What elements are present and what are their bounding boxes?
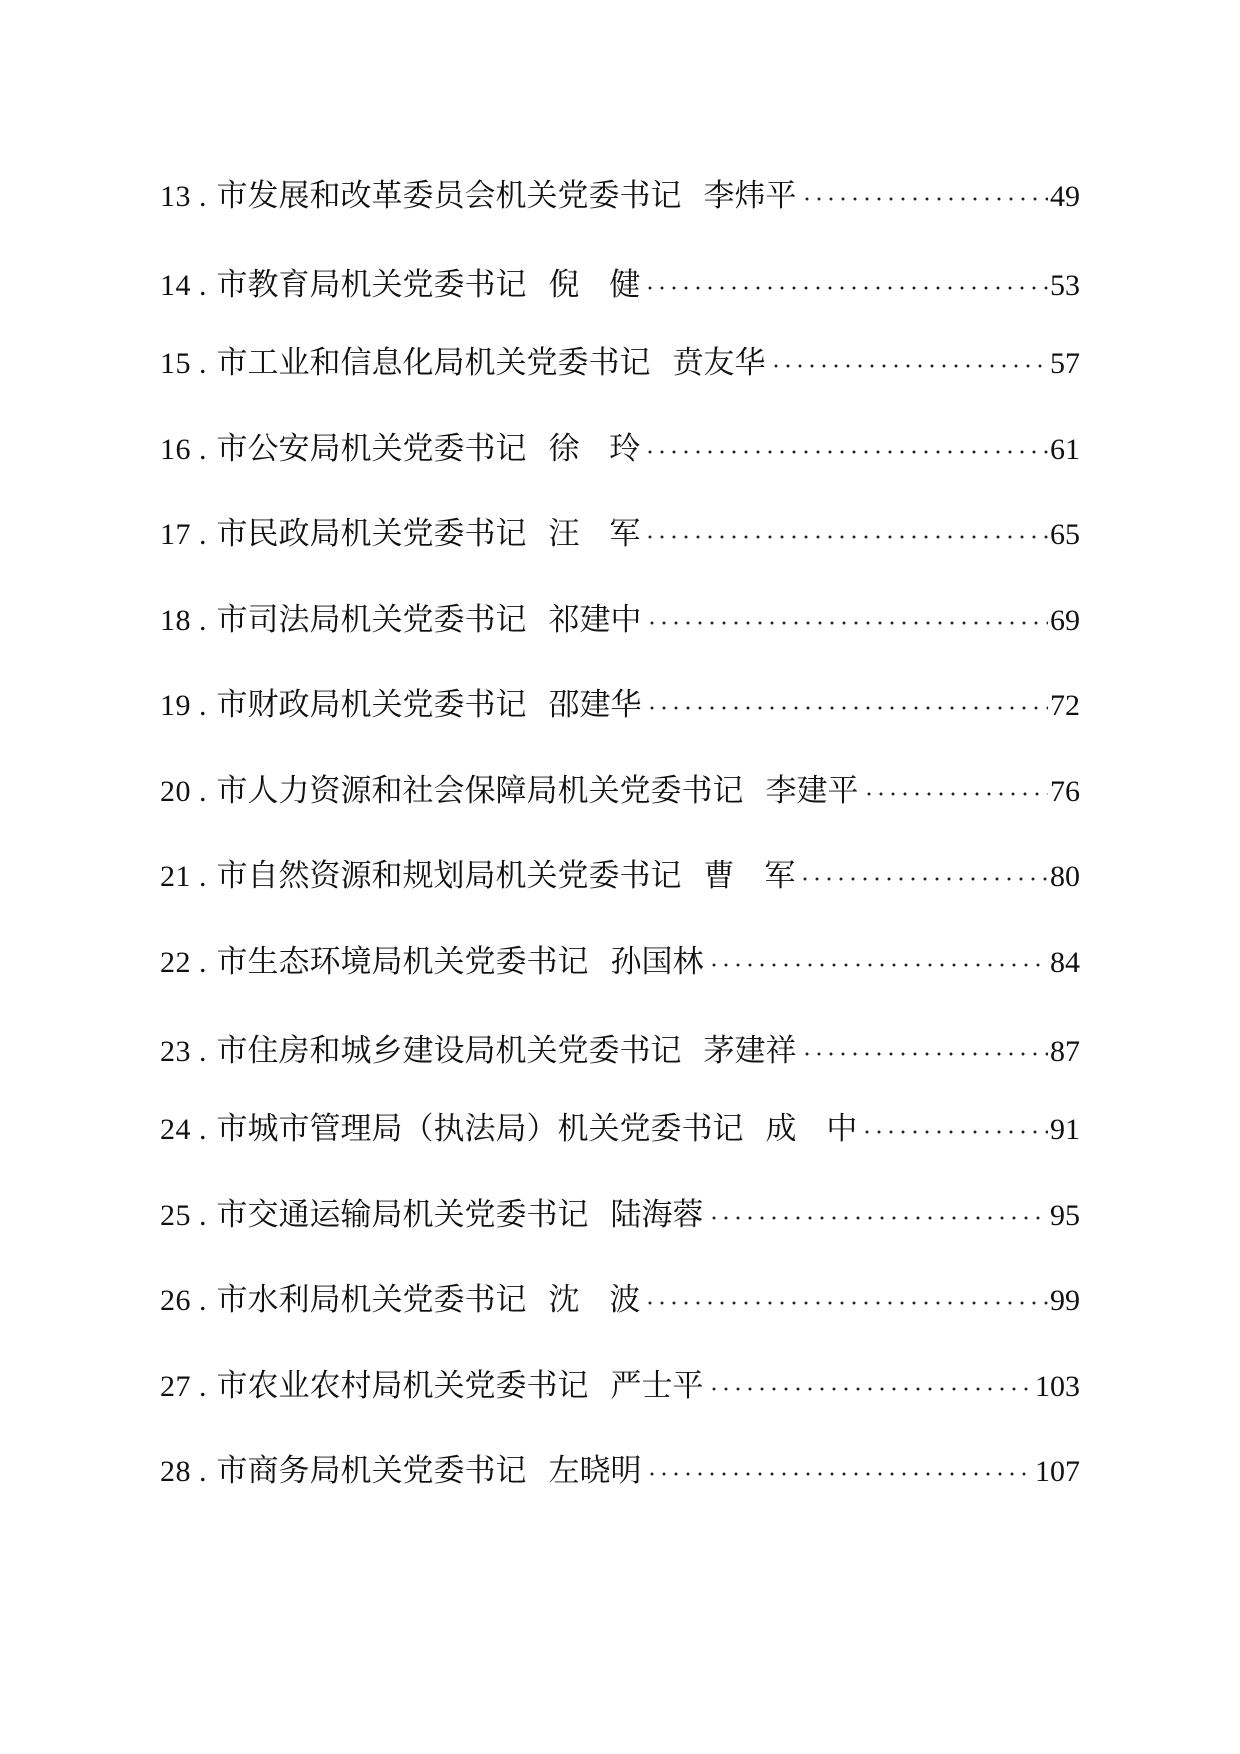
entry-page-number: 57 bbox=[1050, 347, 1080, 380]
entry-title: 市民政局机关党委书记 bbox=[216, 516, 527, 552]
entry-page-number: 69 bbox=[1050, 604, 1080, 637]
entry-page-number: 103 bbox=[1035, 1370, 1080, 1403]
dot-leader bbox=[644, 286, 1048, 290]
entry-page-number: 87 bbox=[1050, 1035, 1080, 1068]
entry-number: 21 bbox=[160, 860, 191, 893]
entry-person-name: 贲友华 bbox=[672, 345, 766, 381]
entry-person-name: 严士平 bbox=[610, 1368, 704, 1404]
entry-person-name: 李炜平 bbox=[703, 178, 797, 214]
toc-entry[interactable] bbox=[160, 1107, 1080, 1151]
entry-number: 28 bbox=[160, 1455, 191, 1488]
entry-number-dot: . bbox=[199, 1035, 207, 1068]
toc-entry[interactable] bbox=[160, 598, 1080, 642]
entry-number-dot: . bbox=[199, 518, 207, 551]
dot-leader bbox=[708, 1216, 1049, 1220]
entry-number-dot: . bbox=[199, 689, 207, 722]
toc-entry[interactable] bbox=[160, 1029, 1080, 1073]
dot-leader bbox=[801, 1052, 1049, 1056]
entry-page-number: 91 bbox=[1050, 1113, 1080, 1146]
entry-number: 20 bbox=[160, 775, 191, 808]
entry-number: 17 bbox=[160, 518, 191, 551]
dot-leader bbox=[708, 1387, 1034, 1391]
entry-title: 市司法局机关党委书记 bbox=[216, 602, 527, 638]
toc-entry[interactable] bbox=[160, 1193, 1080, 1237]
entry-person-name: 祁建中 bbox=[548, 602, 642, 638]
entry-page-number: 53 bbox=[1050, 269, 1080, 302]
entry-title: 市生态环境局机关党委书记 bbox=[216, 944, 589, 980]
entry-title: 市自然资源和规划局机关党委书记 bbox=[216, 858, 682, 894]
entry-number-dot: . bbox=[199, 604, 207, 637]
dot-leader bbox=[644, 535, 1048, 539]
entry-page-number: 72 bbox=[1050, 689, 1080, 722]
entry-number-dot: . bbox=[199, 433, 207, 466]
entry-page-number: 65 bbox=[1050, 518, 1080, 551]
entry-number-dot: . bbox=[199, 1455, 207, 1488]
entry-number-dot: . bbox=[199, 1113, 207, 1146]
entry-page-number: 76 bbox=[1050, 775, 1080, 808]
entry-number: 26 bbox=[160, 1284, 191, 1317]
dot-leader bbox=[646, 621, 1049, 625]
entry-number: 16 bbox=[160, 433, 191, 466]
entry-title: 市城市管理局（执法局）机关党委书记 bbox=[216, 1111, 744, 1147]
entry-person-name: 茅建祥 bbox=[703, 1033, 797, 1069]
entry-person-name: 汪 军 bbox=[548, 516, 641, 552]
entry-page-number: 80 bbox=[1050, 860, 1080, 893]
entry-title: 市水利局机关党委书记 bbox=[216, 1282, 527, 1318]
dot-leader bbox=[801, 197, 1049, 201]
entry-person-name: 左晓明 bbox=[548, 1453, 642, 1489]
entry-number-dot: . bbox=[199, 180, 207, 213]
entry-number: 14 bbox=[160, 269, 191, 302]
entry-number: 27 bbox=[160, 1370, 191, 1403]
entry-number-dot: . bbox=[199, 775, 207, 808]
entry-title: 市工业和信息化局机关党委书记 bbox=[216, 345, 651, 381]
entry-person-name: 徐 玲 bbox=[548, 431, 641, 467]
entry-person-name: 陆海蓉 bbox=[610, 1197, 704, 1233]
entry-number-dot: . bbox=[199, 1370, 207, 1403]
dot-leader bbox=[770, 364, 1049, 368]
toc-entry[interactable] bbox=[160, 341, 1080, 385]
entry-page-number: 99 bbox=[1050, 1284, 1080, 1317]
entry-person-name: 邵建华 bbox=[548, 687, 642, 723]
entry-number: 13 bbox=[160, 180, 191, 213]
toc-entry[interactable] bbox=[160, 427, 1080, 471]
entry-person-name: 李建平 bbox=[765, 773, 859, 809]
toc-entry[interactable] bbox=[160, 854, 1080, 898]
toc-entry[interactable] bbox=[160, 683, 1080, 727]
entry-number-dot: . bbox=[199, 1199, 207, 1232]
entry-page-number: 49 bbox=[1050, 180, 1080, 213]
entry-title: 市财政局机关党委书记 bbox=[216, 687, 527, 723]
entry-title: 市公安局机关党委书记 bbox=[216, 431, 527, 467]
entry-title: 市发展和改革委员会机关党委书记 bbox=[216, 178, 682, 214]
entry-number-dot: . bbox=[199, 946, 207, 979]
entry-person-name: 沈 波 bbox=[548, 1282, 641, 1318]
entry-page-number: 61 bbox=[1050, 433, 1080, 466]
entry-title: 市住房和城乡建设局机关党委书记 bbox=[216, 1033, 682, 1069]
entry-number-dot: . bbox=[199, 347, 207, 380]
dot-leader bbox=[799, 877, 1048, 881]
toc-entry[interactable] bbox=[160, 1278, 1080, 1322]
dot-leader bbox=[861, 1130, 1048, 1134]
toc-entry[interactable] bbox=[160, 940, 1080, 984]
toc-entry[interactable] bbox=[160, 769, 1080, 813]
entry-page-number: 107 bbox=[1035, 1455, 1080, 1488]
entry-number-dot: . bbox=[199, 860, 207, 893]
toc-entry[interactable] bbox=[160, 1364, 1080, 1408]
dot-leader bbox=[708, 963, 1049, 967]
toc-entry[interactable] bbox=[160, 174, 1080, 218]
entry-number: 25 bbox=[160, 1199, 191, 1232]
entry-number: 24 bbox=[160, 1113, 191, 1146]
entry-title: 市商务局机关党委书记 bbox=[216, 1453, 527, 1489]
entry-title: 市人力资源和社会保障局机关党委书记 bbox=[216, 773, 744, 809]
entry-page-number: 95 bbox=[1050, 1199, 1080, 1232]
entry-person-name: 倪 健 bbox=[548, 267, 641, 303]
dot-leader bbox=[646, 706, 1049, 710]
toc-entry[interactable] bbox=[160, 512, 1080, 556]
entry-person-name: 孙国林 bbox=[610, 944, 704, 980]
entry-number-dot: . bbox=[199, 1284, 207, 1317]
toc-entry[interactable] bbox=[160, 263, 1080, 307]
entry-title: 市教育局机关党委书记 bbox=[216, 267, 527, 303]
entry-number: 23 bbox=[160, 1035, 191, 1068]
entry-title: 市交通运输局机关党委书记 bbox=[216, 1197, 589, 1233]
entry-person-name: 曹 军 bbox=[703, 858, 796, 894]
entry-person-name: 成 中 bbox=[765, 1111, 858, 1147]
dot-leader bbox=[863, 792, 1049, 796]
entry-number: 15 bbox=[160, 347, 191, 380]
dot-leader bbox=[644, 450, 1048, 454]
dot-leader bbox=[646, 1472, 1034, 1476]
dot-leader bbox=[644, 1301, 1048, 1305]
entry-number: 18 bbox=[160, 604, 191, 637]
entry-number-dot: . bbox=[199, 269, 207, 302]
toc-entry[interactable] bbox=[160, 1449, 1080, 1493]
entry-title: 市农业农村局机关党委书记 bbox=[216, 1368, 589, 1404]
entry-number: 22 bbox=[160, 946, 191, 979]
entry-number: 19 bbox=[160, 689, 191, 722]
entry-page-number: 84 bbox=[1050, 946, 1080, 979]
